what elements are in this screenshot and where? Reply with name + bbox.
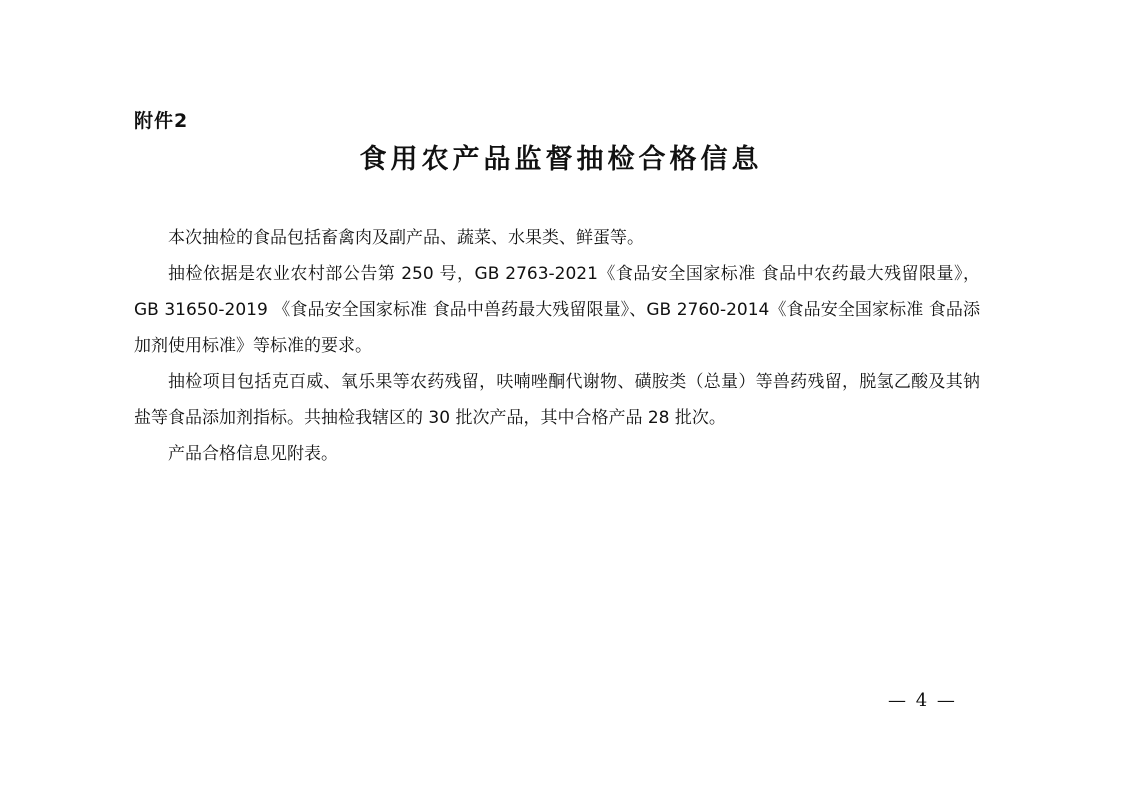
paragraph-appendix-note: 产品合格信息见附表。 xyxy=(168,444,338,464)
attachment-label: 附件2 xyxy=(134,110,189,132)
paragraph-items: 抽检项目包括克百威、氧乐果等农药残留，呋喃唑酮代谢物、磺胺类（总量）等兽药残留，脱氢乙酸及其钠盐等食品添加剂指标。共抽检我辖区的 30 批次产品，其中合格产品 28 批次。 xyxy=(134,372,980,428)
document-title: 食用农产品监督抽检合格信息 xyxy=(359,144,763,175)
paragraph-basis: 抽检依据是农业农村部公告第 250 号，GB 2763-2021《食品安全国家标准 食品中农药最大残留限量》，GB 31650-2019 《食品安全国家标准 食品中兽药最大残留限量》、GB 2760-2014《食品安全国家标准 食品添加剂使用标准》等标准的要求。 xyxy=(134,264,980,356)
paragraph-scope: 本次抽检的食品包括畜禽肉及副产品、蔬菜、水果类、鲜蛋等。 xyxy=(168,228,644,248)
document-body xyxy=(134,220,980,472)
page-number: — 4 — xyxy=(888,690,957,711)
